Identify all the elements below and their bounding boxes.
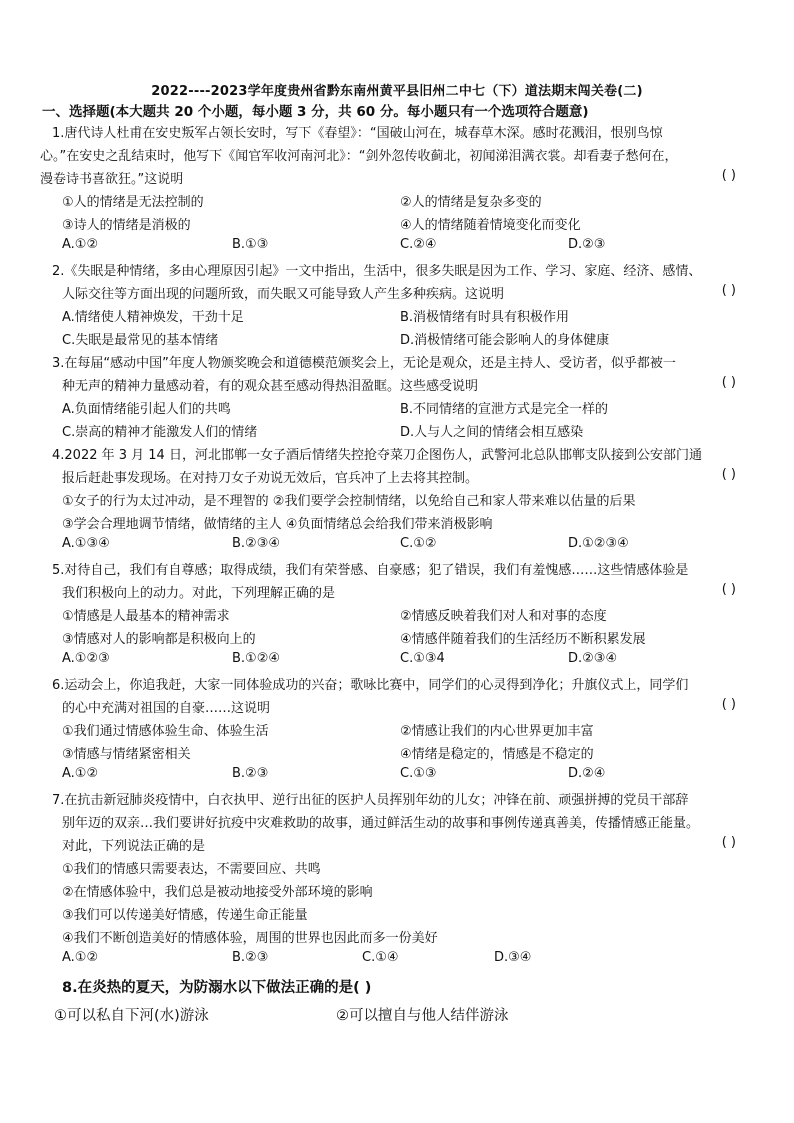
q1-statement-3: ③诗人的情绪是消极的 [62,218,191,233]
q6-option-c: C.①③ [400,766,437,781]
q2-line-1: 2.《失眠是种情绪，多由心理原因引起》一文中指出，生活中，很多失眠是因为工作、学习、家庭、经济、感情、 [52,264,702,279]
q8-line-1: 8.在炎热的夏天，为防溺水以下做法正确的是( ) [62,980,372,996]
q1-option-b: B.①③ [232,237,269,252]
q6-statement-3: ③情感与情绪紧密相关 [62,747,191,762]
q4-option-d: D.①②③④ [568,536,629,551]
q1-statement-1: ①人的情绪是无法控制的 [62,195,204,210]
q5-statement-4: ④情感伴随着我们的生活经历不断积累发展 [400,632,646,647]
q5-answer-paren: ( ) [721,582,736,597]
q2-option-a: A.情绪使人精神焕发，干劲十足 [62,310,244,325]
q6-option-a: A.①② [62,766,99,781]
q1-option-a: A.①② [62,237,99,252]
q7-line-1: 7.在抗击新冠肺炎疫情中，白衣执甲、逆行出征的医护人员挥别年幼的儿女；冲锋在前、顽强拼搏的党员干部辞 [52,793,689,808]
q5-line-2: 我们积极向上的动力。对此，下列理解正确的是 [62,586,336,601]
q7-option-c: C.①④ [362,950,399,965]
q4-option-b: B.②③④ [232,536,281,551]
q1-answer-paren: ( ) [721,168,736,183]
q5-statement-3: ③情感对人的影响都是积极向上的 [62,632,256,647]
q4-statements-1-2: ①女子的行为太过冲动，是不理智的 ②我们要学会控制情绪，以免给自己和家人带来难以估量的后果 [62,494,636,509]
q6-option-b: B.②③ [232,766,269,781]
q1-line-3: 漫卷诗书喜欲狂。”这说明 [40,172,184,187]
q5-option-b: B.①②④ [232,651,281,666]
q6-line-2: 的心中充满对祖国的自豪……这说明 [62,701,271,716]
q1-line-2: 心。”在安史之乱结束时，他写下《闻官军收河南河北》：“剑外忽传收蓟北，初闻涕泪满衣裳。却看妻子愁何在， [40,149,678,164]
q6-statement-1: ①我们通过情感体验生命、体验生活 [62,724,269,739]
q1-statement-4: ④人的情绪随着情境变化而变化 [400,218,581,233]
q5-line-1: 5.对待自己，我们有自尊感；取得成绩，我们有荣誉感、自豪感；犯了错误，我们有羞愧感……这些情感体验是 [52,563,689,578]
q3-option-a: A.负面情绪能引起人们的共鸣 [62,402,231,417]
q3-line-2: 种无声的精神力量感动着，有的观众甚至感动得热泪盈眶。这些感受说明 [62,379,479,394]
q3-option-b: B.不同情绪的宣泄方式是完全一样的 [400,402,609,417]
q1-option-c: C.②④ [400,237,437,252]
q4-line-2: 报后赶赴事发现场。在对持刀女子劝说无效后，官兵冲了上去将其控制。 [62,471,479,486]
q2-answer-paren: ( ) [721,283,736,298]
q2-option-b: B.消极情绪有时具有积极作用 [400,310,570,325]
q5-option-a: A.①②③ [62,651,110,666]
q7-option-d: D.③④ [494,950,532,965]
q7-line-3: 对此，下列说法正确的是 [62,839,206,854]
q7-line-2: 别年迈的双亲…我们要讲好抗疫中灾难救助的故事，通过鲜活生动的故事和事例传递真善美，传播情感正能量。 [62,816,700,831]
exam-title: 2022----2023学年度贵州省黔东南州黄平县旧州二中七（下）道法期末闯关卷(二) [151,84,643,99]
q4-line-1: 4.2022 年 3 月 14 日，河北邯郸一女子酒后情绪失控抢夺菜刀企图伤人，武警河北总队邯郸支队接到公安部门通 [52,448,702,463]
q5-option-c: C.①③4 [400,651,445,666]
q6-line-1: 6.运动会上，你追我赶，大家一同体验成功的兴奋；歌咏比赛中，同学们的心灵得到净化；升旗仪式上，同学们 [52,678,689,693]
q6-statement-4: ④情绪是稳定的，情感是不稳定的 [400,747,594,762]
q7-statement-4: ④我们不断创造美好的情感体验，周围的世界也因此而多一份美好 [62,931,438,946]
q3-option-d: D.人与人之间的情绪会相互感染 [400,425,584,440]
section-heading: 一、选择题(本大题共 20 个小题，每小题 3 分，共 60 分。每小题只有一个选项符合题意) [42,104,589,120]
q1-line-1: 1.唐代诗人杜甫在安史叛军占领长安时，写下《春望》：“国破山河在，城春草木深。感时花溅泪，恨别鸟惊 [52,126,663,141]
q5-statement-2: ②情感反映着我们对人和对事的态度 [400,609,607,624]
q7-option-b: B.②③ [232,950,269,965]
q3-option-c: C.崇高的精神才能激发人们的情绪 [62,425,258,440]
q8-statement-2: ②可以擅自与他人结伴游泳 [336,1008,509,1024]
q6-option-d: D.②④ [568,766,606,781]
q2-option-d: D.消极情绪可能会影响人的身体健康 [400,333,610,348]
q3-answer-paren: ( ) [721,375,736,390]
q4-statements-3-4: ③学会合理地调节情绪，做情绪的主人 ④负面情绪总会给我们带来消极影响 [62,517,493,532]
q1-statement-2: ②人的情绪是复杂多变的 [400,195,542,210]
q8-statement-1: ①可以私自下河(水)游泳 [54,1008,209,1024]
q7-answer-paren: ( ) [721,835,736,850]
q5-statement-1: ①情感是人最基本的精神需求 [62,609,230,624]
q2-option-c: C.失眠是最常见的基本情绪 [62,333,219,348]
q5-option-d: D.②③④ [568,651,618,666]
q7-statement-2: ②在情感体验中，我们总是被动地接受外部环境的影响 [62,885,373,900]
q4-option-c: C.①② [400,536,437,551]
q7-option-a: A.①② [62,950,99,965]
q2-line-2: 人际交往等方面出现的问题所致，而失眠又可能导致人产生多种疾病。这说明 [62,287,505,302]
q6-statement-2: ②情感让我们的内心世界更加丰富 [400,724,594,739]
q4-answer-paren: ( ) [721,467,736,482]
q6-answer-paren: ( ) [721,697,736,712]
q3-line-1: 3.在每届“感动中国”年度人物颁奖晚会和道德模范颁奖会上，无论是观众，还是主持人、受访者，似乎都被一 [52,356,676,371]
q4-option-a: A.①③④ [62,536,110,551]
q7-statement-1: ①我们的情感只需要表达，不需要回应、共鸣 [62,862,321,877]
q1-option-d: D.②③ [568,237,606,252]
q7-statement-3: ③我们可以传递美好情感，传递生命正能量 [62,908,308,923]
